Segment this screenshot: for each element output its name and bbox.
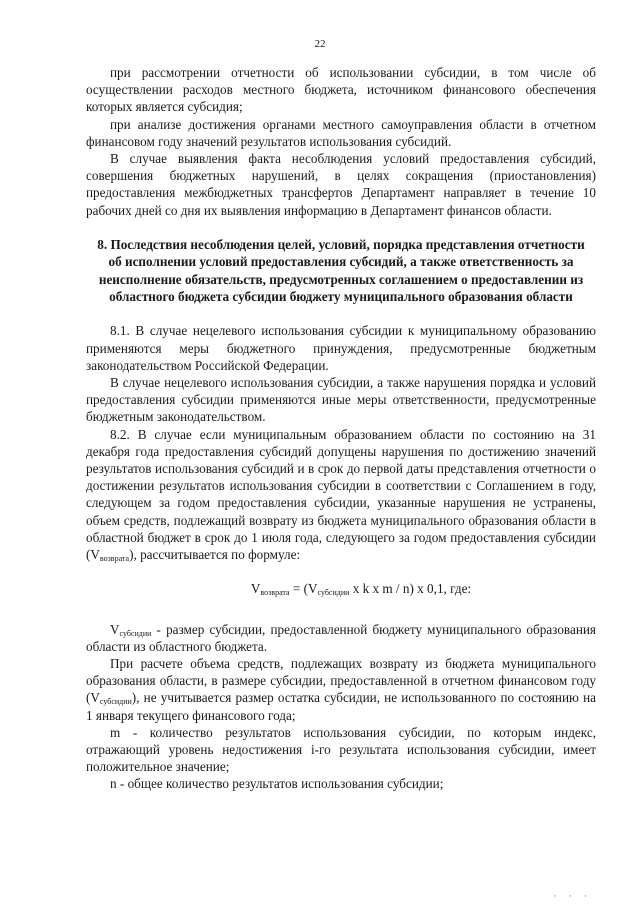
definition-v-subsidy xyxy=(86,621,596,655)
section-heading: 8. Последствия несоблюдения целей, условий, порядка представления отчетности об исполнении условий предоставления субсидий, а также ответственность за неисполнение обязательств, предусмотренных соглашением о предоставлении из областного бюджета субсидии бюджету муниципального образования области xyxy=(97,236,585,305)
text-run: 8.2. В случае если муниципальным образованием области по состоянию на 31 декабря года предоставления субсидий допущены нарушения по достижению значений результатов использования субсидий и в срок до первой даты представления отчетности о достижении результатов использования субсидии в соответствии с Соглашением в году, следующем за годом предоставления субсидии, указанные нарушения не устранены, объем средств, подлежащий возврату из бюджета муниципального образования области в областной бюджет в срок до 1 июля года, следующего за годом предоставления субсидии (V xyxy=(86,426,596,563)
subscript: возврата xyxy=(99,554,130,564)
document-body xyxy=(86,64,596,793)
definition-m: m - количество результатов использования субсидии, по которым индекс, отражающий уровень недостижения i-го результата использования субсидии, имеет положительное значение; xyxy=(86,724,596,775)
paragraph: при анализе достижения органами местного самоуправления области в отчетном финансовом году значений результатов использования субсидий. xyxy=(86,116,596,149)
paragraph-8-2 xyxy=(86,426,596,564)
formula-eq: = (V xyxy=(289,581,318,597)
subscript: субсидии xyxy=(119,628,152,638)
formula-v: V xyxy=(250,581,261,597)
page-number: 22 xyxy=(314,38,326,50)
formula-rest: x k x m / n) x 0,1, где: xyxy=(349,581,472,597)
formula-subscript: субсидии xyxy=(317,588,350,598)
paragraph: при рассмотрении отчетности об использовании субсидии, в том числе об осуществлении расходов местного бюджета, источником финансового обеспечения которых является субсидия; xyxy=(86,65,596,115)
paragraph: В случае нецелевого использования субсидии, а также нарушения порядка и условий предоставления субсидии применяются иные меры ответственности, предусмотренные бюджетным законодательством. xyxy=(86,375,596,425)
subscript: субсидии xyxy=(99,697,132,707)
text-run: - размер субсидии, предоставленной бюджету муниципального образования области из областного бюджета. xyxy=(86,621,596,654)
paragraph-8-1: 8.1. В случае нецелевого использования субсидии к муниципальному образованию применяются меры бюджетного принуждения, предусмотренные бюджетным законодательством Российской Федерации. xyxy=(86,323,596,373)
formula xyxy=(126,580,596,597)
formula-subscript: возврата xyxy=(260,588,290,598)
text-run: При расчете объема средств, подлежащих возврату из бюджета муниципального образования области, в размере субсидии, предоставленной в отчетном финансовом году (V xyxy=(86,655,596,706)
corner-mark: · · · xyxy=(553,891,592,901)
definition-n: n - общее количество результатов использования субсидии; xyxy=(110,776,444,792)
text-run: ), не учитывается размер остатка субсидии, не использованного по состоянию на 1 января текущего финансового года; xyxy=(86,690,596,723)
text-run: V xyxy=(110,621,120,637)
paragraph xyxy=(86,655,596,724)
text-run: ), рассчитывается по формуле: xyxy=(129,547,301,563)
paragraph: В случае выявления факта несоблюдения условий предоставления субсидий, совершения бюджетных нарушений, в целях сокращения (приостановления) предоставления межбюджетных трансфертов Департамент направляет в течение 10 рабочих дней со дня их выявления информацию в Департамент финансов области. xyxy=(86,151,596,218)
